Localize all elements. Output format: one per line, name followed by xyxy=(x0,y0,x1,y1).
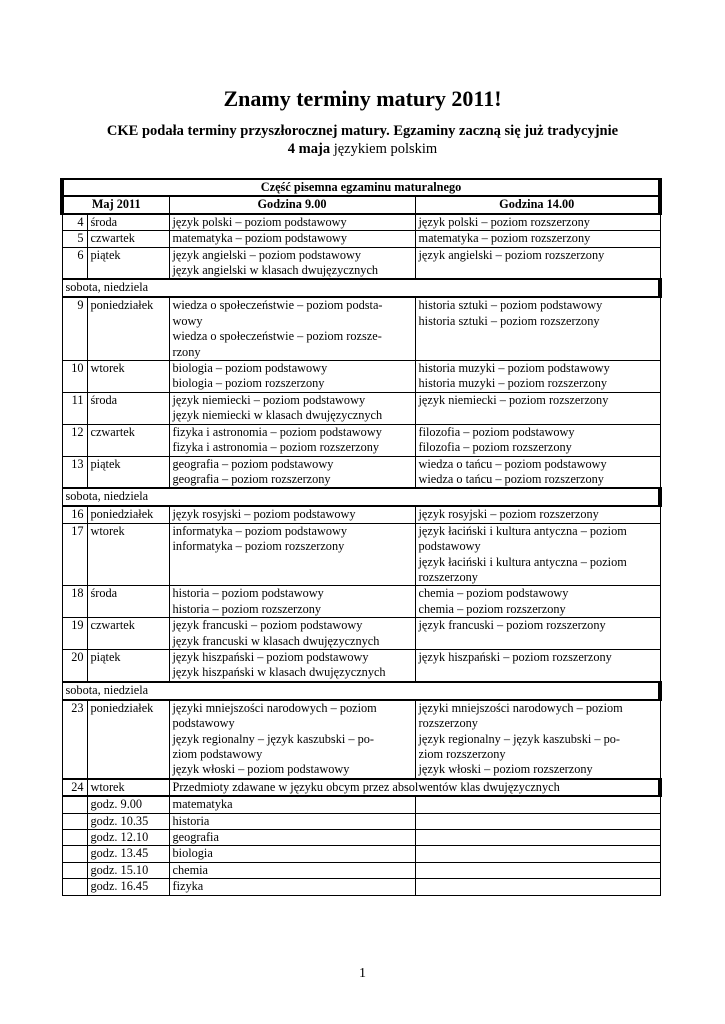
weekday: czwartek xyxy=(87,231,169,247)
schedule-row xyxy=(62,506,660,523)
section-header-row xyxy=(62,179,660,196)
day-number: 16 xyxy=(62,506,87,523)
bilingual-slot-row xyxy=(62,830,660,846)
exam-14: język rosyjski – poziom rozszerzony xyxy=(415,506,660,523)
exam-9: język rosyjski – poziom podstawowy xyxy=(169,506,415,523)
slot-subject: biologia xyxy=(169,846,415,862)
exam-9: historia – poziom podstawowy historia – poziom rozszerzony xyxy=(169,586,415,618)
weekend-row xyxy=(62,279,660,297)
exam-14: język polski – poziom rozszerzony xyxy=(415,214,660,231)
empty-cell xyxy=(415,879,660,895)
slot-time: godz. 16.45 xyxy=(87,879,169,895)
slot-subject: historia xyxy=(169,813,415,829)
weekday: wtorek xyxy=(87,779,169,796)
subtitle-line2: językiem polskim xyxy=(330,141,438,157)
schedule-row xyxy=(62,523,660,586)
exam-9: informatyka – poziom podstawowy informatyka – poziom rozszerzony xyxy=(169,523,415,586)
exam-14: filozofia – poziom podstawowy filozofia – poziom rozszerzony xyxy=(415,424,660,456)
empty-cell xyxy=(62,813,87,829)
day-number: 12 xyxy=(62,424,87,456)
empty-cell xyxy=(415,846,660,862)
weekend-label: sobota, niedziela xyxy=(62,279,660,297)
empty-cell xyxy=(62,879,87,895)
day-number: 9 xyxy=(62,297,87,360)
exam-14: historia sztuki – poziom podstawowy historia sztuki – poziom rozszerzony xyxy=(415,297,660,360)
page-title: Znamy terminy matury 2011! xyxy=(223,86,502,111)
weekend-row xyxy=(62,682,660,700)
exam-14: język angielski – poziom rozszerzony xyxy=(415,247,660,279)
weekday: piątek xyxy=(87,247,169,279)
exam-9: wiedza o społeczeństwie – poziom podsta- wowy wiedza o społeczeństwie – poziom rozsze- rzony xyxy=(169,297,415,360)
exam-9: geografia – poziom podstawowy geografia – poziom rozszerzony xyxy=(169,456,415,488)
bilingual-slot-row xyxy=(62,796,660,813)
col-header-9: Godzina 9.00 xyxy=(169,196,415,213)
exam-14: matematyka – poziom rozszerzony xyxy=(415,231,660,247)
slot-time: godz. 12.10 xyxy=(87,830,169,846)
schedule-row xyxy=(62,618,660,650)
schedule-row xyxy=(62,424,660,456)
empty-cell xyxy=(62,796,87,813)
slot-subject: geografia xyxy=(169,830,415,846)
weekday: piątek xyxy=(87,649,169,681)
weekday: piątek xyxy=(87,456,169,488)
schedule-row xyxy=(62,700,660,779)
exam-14: język łaciński i kultura antyczna – poziom podstawowy język łaciński i kultura antyczna – poziom rozszerzony xyxy=(415,523,660,586)
bilingual-slot-row xyxy=(62,862,660,878)
weekend-label: sobota, niedziela xyxy=(62,488,660,506)
schedule-row xyxy=(62,247,660,279)
day-number: 19 xyxy=(62,618,87,650)
weekday: poniedziałek xyxy=(87,506,169,523)
schedule-row xyxy=(62,586,660,618)
exam-14: język niemiecki – poziom rozszerzony xyxy=(415,392,660,424)
exam-9: języki mniejszości narodowych – poziom podstawowy język regionalny – język kaszubski – po- ziom podstawowy język włoski – poziom podstawowy xyxy=(169,700,415,779)
exam-14: język hiszpański – poziom rozszerzony xyxy=(415,649,660,681)
slot-subject: matematyka xyxy=(169,796,415,813)
weekday: czwartek xyxy=(87,618,169,650)
weekday: wtorek xyxy=(87,361,169,393)
exam-9: język angielski – poziom podstawowy język angielski w klasach dwujęzycznych xyxy=(169,247,415,279)
bilingual-slot-row xyxy=(62,846,660,862)
weekday: środa xyxy=(87,392,169,424)
empty-cell xyxy=(62,830,87,846)
day-number: 24 xyxy=(62,779,87,796)
schedule-row xyxy=(62,649,660,681)
weekend-label: sobota, niedziela xyxy=(62,682,660,700)
slot-time: godz. 9.00 xyxy=(87,796,169,813)
exam-9: matematyka – poziom podstawowy xyxy=(169,231,415,247)
weekday: poniedziałek xyxy=(87,700,169,779)
day-number: 10 xyxy=(62,361,87,393)
exam-14: historia muzyki – poziom podstawowy historia muzyki – poziom rozszerzony xyxy=(415,361,660,393)
empty-cell xyxy=(415,862,660,878)
slot-subject: chemia xyxy=(169,862,415,878)
schedule-row xyxy=(62,392,660,424)
col-header-month: Maj 2011 xyxy=(62,196,169,213)
weekday: czwartek xyxy=(87,424,169,456)
weekday: środa xyxy=(87,586,169,618)
schedule-row xyxy=(62,456,660,488)
day-number: 13 xyxy=(62,456,87,488)
empty-cell xyxy=(62,846,87,862)
exam-9: fizyka i astronomia – poziom podstawowy fizyka i astronomia – poziom rozszerzony xyxy=(169,424,415,456)
slot-time: godz. 15.10 xyxy=(87,862,169,878)
exam-9: język polski – poziom podstawowy xyxy=(169,214,415,231)
exam-9: język hiszpański – poziom podstawowy język hiszpański w klasach dwujęzycznych xyxy=(169,649,415,681)
day-number: 20 xyxy=(62,649,87,681)
schedule-row xyxy=(62,214,660,231)
bilingual-slot-row xyxy=(62,879,660,895)
day-number: 11 xyxy=(62,392,87,424)
exam-14: wiedza o tańcu – poziom podstawowy wiedza o tańcu – poziom rozszerzony xyxy=(415,456,660,488)
day-number: 17 xyxy=(62,523,87,586)
exam-9: biologia – poziom podstawowy biologia – poziom rozszerzony xyxy=(169,361,415,393)
day-number: 4 xyxy=(62,214,87,231)
page-subtitle xyxy=(60,122,665,158)
schedule-row xyxy=(62,361,660,393)
exam-9: język niemiecki – poziom podstawowy język niemiecki w klasach dwujęzycznych xyxy=(169,392,415,424)
schedule-row xyxy=(62,297,660,360)
col-header-14: Godzina 14.00 xyxy=(415,196,660,213)
exam-14: języki mniejszości narodowych – poziom rozszerzony język regionalny – język kaszubski – po- ziom rozszerzony język włoski – poziom rozszerzony xyxy=(415,700,660,779)
empty-cell xyxy=(62,862,87,878)
bilingual-note: Przedmioty zdawane w języku obcym przez absolwentów klas dwujęzycznych xyxy=(169,779,660,796)
bilingual-slot-row xyxy=(62,813,660,829)
slot-subject: fizyka xyxy=(169,879,415,895)
bilingual-row xyxy=(62,779,660,796)
weekday: środa xyxy=(87,214,169,231)
page-number: 1 xyxy=(359,966,366,981)
exam-14: chemia – poziom podstawowy chemia – poziom rozszerzony xyxy=(415,586,660,618)
weekday: poniedziałek xyxy=(87,297,169,360)
empty-cell xyxy=(415,813,660,829)
day-number: 23 xyxy=(62,700,87,779)
exam-schedule-table xyxy=(60,178,662,896)
empty-cell xyxy=(415,830,660,846)
subtitle-date: 4 maja xyxy=(287,141,331,157)
weekday: wtorek xyxy=(87,523,169,586)
exam-9: język francuski – poziom podstawowy język francuski w klasach dwujęzycznych xyxy=(169,618,415,650)
empty-cell xyxy=(415,796,660,813)
schedule-row xyxy=(62,231,660,247)
exam-14: język francuski – poziom rozszerzony xyxy=(415,618,660,650)
slot-time: godz. 10.35 xyxy=(87,813,169,829)
weekend-row xyxy=(62,488,660,506)
day-number: 18 xyxy=(62,586,87,618)
section-header: Część pisemna egzaminu maturalnego xyxy=(62,179,660,196)
day-number: 5 xyxy=(62,231,87,247)
column-header-row xyxy=(62,196,660,213)
day-number: 6 xyxy=(62,247,87,279)
subtitle-line1: CKE podała terminy przyszłorocznej matury. Egzaminy zaczną się już tradycyjnie xyxy=(106,123,619,139)
slot-time: godz. 13.45 xyxy=(87,846,169,862)
